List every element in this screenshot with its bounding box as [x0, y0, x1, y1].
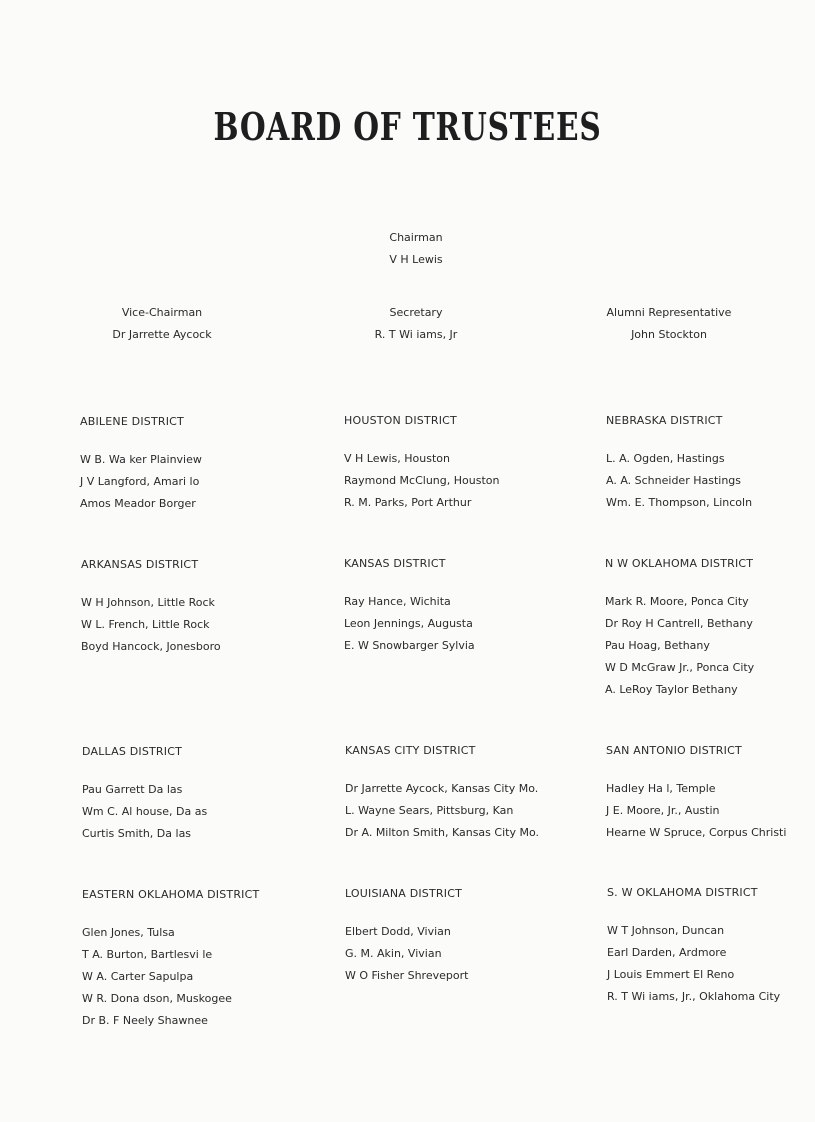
member-name: J E. Moore, Jr., Austin: [606, 804, 720, 817]
district-name: HOUSTON DISTRICT: [344, 414, 457, 427]
member-name: R. M. Parks, Port Arthur: [344, 496, 472, 509]
member-name: E. W Snowbarger Sylvia: [344, 639, 475, 652]
member-name: J Louis Emmert El Reno: [607, 968, 735, 981]
member-name: Pau Hoag, Bethany: [605, 639, 710, 652]
chairman-name: V H Lewis: [389, 253, 443, 266]
district-abilene: [80, 411, 320, 515]
member-name: Pau Garrett Da las: [82, 783, 183, 796]
secretary-role: Secretary: [389, 306, 443, 319]
member-name: W T Johnson, Duncan: [607, 924, 725, 937]
member-name: R. T Wi iams, Jr., Oklahoma City: [607, 990, 781, 1003]
secretary-block: [296, 302, 536, 346]
alumni-representative-role: Alumni Representative: [606, 306, 732, 319]
district-name: EASTERN OKLAHOMA DISTRICT: [82, 888, 260, 901]
vice-chairman-block: [42, 302, 282, 346]
member-name: V H Lewis, Houston: [344, 452, 450, 465]
member-name: J V Langford, Amari lo: [80, 475, 200, 488]
member-name: Curtis Smith, Da las: [82, 827, 192, 840]
member-name: W L. French, Little Rock: [81, 618, 210, 631]
member-name: W R. Dona dson, Muskogee: [82, 992, 232, 1005]
district-name: KANSAS DISTRICT: [344, 557, 446, 570]
member-name: Dr B. F Neely Shawnee: [82, 1014, 208, 1027]
member-name: W A. Carter Sapulpa: [82, 970, 194, 983]
member-name: Dr A. Milton Smith, Kansas City Mo.: [345, 826, 539, 839]
member-name: Wm. E. Thompson, Lincoln: [606, 496, 753, 509]
member-name: Leon Jennings, Augusta: [344, 617, 473, 630]
member-name: Ray Hance, Wichita: [344, 595, 451, 608]
member-name: Dr Roy H Cantrell, Bethany: [605, 617, 753, 630]
district-name: NEBRASKA DISTRICT: [606, 414, 723, 427]
district-eastern-oklahoma: [82, 884, 322, 1032]
member-name: T A. Burton, Bartlesvi le: [82, 948, 213, 961]
member-name: L. Wayne Sears, Pittsburg, Kan: [345, 804, 514, 817]
secretary-name: R. T Wi iams, Jr: [374, 328, 458, 341]
district-name: ARKANSAS DISTRICT: [81, 558, 199, 571]
district-name: LOUISIANA DISTRICT: [345, 887, 462, 900]
member-name: Boyd Hancock, Jonesboro: [81, 640, 221, 653]
district-name: ABILENE DISTRICT: [80, 415, 184, 428]
district-nw-oklahoma: [605, 553, 815, 701]
alumni-representative-block: [549, 302, 789, 346]
district-kansas: [344, 553, 584, 657]
member-name: Hearne W Spruce, Corpus Christi: [606, 826, 787, 839]
member-name: Earl Darden, Ardmore: [607, 946, 727, 959]
district-nebraska: [606, 410, 815, 514]
district-name: SAN ANTONIO DISTRICT: [606, 744, 742, 757]
district-name: DALLAS DISTRICT: [82, 745, 183, 758]
member-name: Hadley Ha l, Temple: [606, 782, 716, 795]
member-name: Raymond McClung, Houston: [344, 474, 500, 487]
district-louisiana: [345, 883, 585, 987]
member-name: G. M. Akin, Vivian: [345, 947, 442, 960]
vice-chairman-name: Dr Jarrette Aycock: [112, 328, 212, 341]
district-kansas-city: [345, 740, 585, 844]
district-name: N W OKLAHOMA DISTRICT: [605, 557, 754, 570]
member-name: W H Johnson, Little Rock: [81, 596, 215, 609]
member-name: W O Fisher Shreveport: [345, 969, 469, 982]
member-name: W B. Wa ker Plainview: [80, 453, 202, 466]
member-name: Glen Jones, Tulsa: [82, 926, 175, 939]
member-name: W D McGraw Jr., Ponca City: [605, 661, 755, 674]
chairman-block: [296, 227, 536, 271]
alumni-representative-name: John Stockton: [631, 328, 707, 341]
member-name: Mark R. Moore, Ponca City: [605, 595, 749, 608]
district-name: KANSAS CITY DISTRICT: [345, 744, 476, 757]
district-name: S. W OKLAHOMA DISTRICT: [607, 886, 758, 899]
district-arkansas: [81, 554, 321, 658]
member-name: Elbert Dodd, Vivian: [345, 925, 451, 938]
district-sw-oklahoma: [607, 882, 815, 1008]
district-san-antonio: [606, 740, 815, 844]
member-name: A. A. Schneider Hastings: [606, 474, 742, 487]
member-name: Dr Jarrette Aycock, Kansas City Mo.: [345, 782, 539, 795]
member-name: Wm C. Al house, Da as: [82, 805, 208, 818]
member-name: Amos Meador Borger: [80, 497, 196, 510]
district-dallas: [82, 741, 322, 845]
vice-chairman-role: Vice-Chairman: [121, 306, 203, 319]
member-name: A. LeRoy Taylor Bethany: [605, 683, 738, 696]
district-houston: [344, 410, 584, 514]
member-name: L. A. Ogden, Hastings: [606, 452, 725, 465]
chairman-role: Chairman: [389, 231, 443, 244]
page-title: BOARD OF TRUSTEES: [213, 104, 602, 149]
